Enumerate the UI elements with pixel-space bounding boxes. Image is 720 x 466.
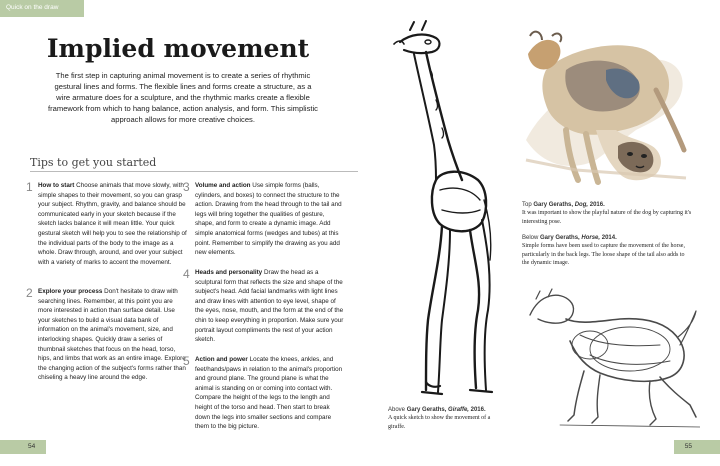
horse-caption xyxy=(522,234,692,268)
tip-heading: Action and power xyxy=(195,356,248,363)
tip-heading: Volume and action xyxy=(195,182,251,189)
dog-painting xyxy=(506,30,696,190)
caption-artist: Gary Geraths, xyxy=(533,202,574,208)
tip-3 xyxy=(183,180,345,258)
tip-4 xyxy=(183,267,345,345)
tip-body: Don't hesitate to draw with searching lines. Remember, at this point you are more interested in action than surface detail. Use your sketches to build a visual data bank of information on the animal's movement, size, and interlocking shapes. Quickly draw a series of thumbnail sketches that focus on the head, torso, hips, and limbs that work as an entire image. Explore the changing action of the subject's forms rather than chiseling a heavy line around the edge. xyxy=(38,288,186,382)
caption-position: Below xyxy=(522,235,539,241)
footer-tab-right xyxy=(674,440,720,454)
caption-text: Simple forms have been used to capture the movement of the horse, particularly in the back legs. The loose shape of the tail also adds to the dynamic image. xyxy=(522,243,685,267)
footer-tab-left xyxy=(0,440,46,454)
caption-artist: Gary Geraths, xyxy=(540,235,580,241)
tip-body: Choose animals that move slowly, with simple shapes to their movement, so you can grasp your subject. Rhythm, gravity, and balance should be communicated early in your sketch because if the sketch lacks balance it will mean little. Your quick gestural sketch will help you to see the relationship of the individual parts of the body to the image as a whole. Draw through, around, and over your subject with a variety of marks to accent the movement. xyxy=(38,182,187,266)
caption-year: 2014. xyxy=(601,235,617,241)
horse-sketch xyxy=(520,285,700,435)
tip-text xyxy=(195,268,345,345)
caption-text: A quick sketch to show the movement of a giraffe. xyxy=(388,415,491,430)
tip-body: Draw the head as a sculptural form that reflects the size and shape of the subject's head. Add facial landmarks with light lines and draw lines with attention to eye level, shape of the eyes, nose, mouth, and the form at the end of the chin to keep everything in proportion. Make sure your portrait layout compliments the rest of your action sketch. xyxy=(195,269,344,344)
caption-position: Top xyxy=(522,202,532,208)
caption-work: Horse, xyxy=(581,235,601,241)
section-tab xyxy=(0,0,84,17)
tip-5 xyxy=(183,354,345,432)
tip-heading: Explore your process xyxy=(38,288,103,295)
caption-artist: Gary Geraths, xyxy=(406,407,447,413)
tip-text xyxy=(38,181,188,267)
tip-number: 2 xyxy=(26,286,33,300)
giraffe-caption xyxy=(388,406,500,431)
tip-number: 1 xyxy=(26,180,33,194)
page-number-left: 54 xyxy=(28,443,36,450)
tip-heading: Heads and personality xyxy=(195,269,263,276)
page-title: Implied movement xyxy=(46,34,310,63)
tip-text xyxy=(195,355,345,432)
tip-text xyxy=(38,287,188,383)
tip-text xyxy=(195,181,345,258)
caption-position: Above xyxy=(388,407,406,413)
giraffe-sketch xyxy=(370,20,510,410)
tip-number: 3 xyxy=(183,180,190,194)
section-divider xyxy=(30,171,358,172)
intro-paragraph: The first step in capturing animal movement is to create a series of rhythmic gestural lines and forms. The flexible lines and forms create a structure, as a wire armature does for a sculpture, and the rhythmic marks create a flexible framework from which to hang balance, action analysis, and form. This simplistic approach allows for more creative choices. xyxy=(48,71,318,124)
tip-2 xyxy=(26,286,188,383)
tip-1 xyxy=(26,180,188,267)
tip-number: 4 xyxy=(183,267,190,281)
caption-work: Dog, xyxy=(574,202,589,208)
tip-heading: How to start xyxy=(38,182,75,189)
tip-number: 5 xyxy=(183,354,190,368)
caption-year: 2016. xyxy=(589,202,605,208)
dog-caption xyxy=(522,201,692,226)
caption-year: 2016. xyxy=(470,407,486,413)
tip-body: Use simple forms (balls, cylinders, and boxes) to connect the structure to the action. Drawing from the head through to the tail and legs will bring together the qualities of gesture, shape, and form to create a dynamic image. Add simple anatomical forms (wedges and tubes) at this point. Remember to simplify the drawing as you add new elements. xyxy=(195,182,342,257)
caption-work: Giraffe, xyxy=(448,407,469,413)
page-number-right: 55 xyxy=(684,443,692,450)
section-tab-label: Quick on the draw xyxy=(6,4,59,11)
tips-heading: Tips to get you started xyxy=(30,156,157,169)
tip-body: Locate the knees, ankles, and feet/hands/paws in relation to the animal's proportion and ground plane. The ground plane is what the animal is standing on or coming into contact with. Compare the height of the legs to the length and height of the torso and head. Then start to break down the legs into smaller sections and compare them to the big picture. xyxy=(195,356,343,431)
caption-text: It was important to show the playful nature of the dog by capturing it's interesting pose. xyxy=(522,210,692,225)
